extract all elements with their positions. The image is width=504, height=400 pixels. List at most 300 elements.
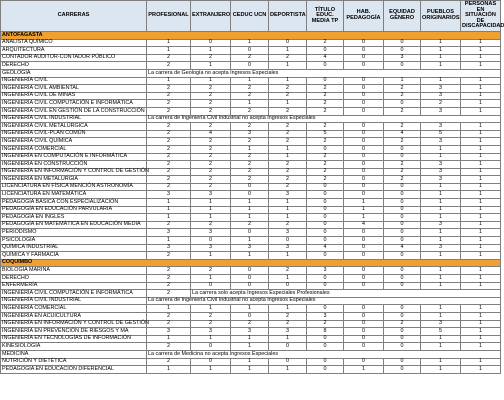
table-cell: 0 xyxy=(344,54,384,62)
career-name: INGENIERÍA COMERCIAL xyxy=(1,145,147,153)
career-name: INGENIERÍA EN PREVENCIÓN DE RIESGOS Y MA xyxy=(1,328,147,336)
table-cell: 1 xyxy=(461,145,501,153)
table-cell: 1 xyxy=(269,77,307,85)
career-name: KINESIOLOGÍA xyxy=(1,343,147,351)
table-cell: 0 xyxy=(231,183,269,191)
table-cell: 1 xyxy=(421,54,461,62)
table-cell: 2 xyxy=(191,183,231,191)
table-row xyxy=(1,153,501,161)
table-cell: 3 xyxy=(147,244,191,252)
table-cell: 2 xyxy=(231,221,269,229)
table-cell: 1 xyxy=(421,153,461,161)
table-cell: 3 xyxy=(421,85,461,93)
table-cell: 1 xyxy=(191,335,231,343)
table-cell: 0 xyxy=(231,229,269,237)
table-cell: 0 xyxy=(344,312,384,320)
career-name: PSICOLOGÍA xyxy=(1,237,147,245)
table-cell: 1 xyxy=(461,221,501,229)
career-name: INGENIERÍA CIVIL QUÍMICA xyxy=(1,138,147,146)
table-cell: 2 xyxy=(147,168,191,176)
table-cell: 1 xyxy=(421,237,461,245)
table-cell: 2 xyxy=(147,107,191,115)
table-cell: 1 xyxy=(147,206,191,214)
table-cell: 2 xyxy=(307,153,344,161)
career-name: INGENIERÍA CIVIL INDUSTRIAL xyxy=(1,297,147,305)
table-cell: 1 xyxy=(269,199,307,207)
table-cell: 0 xyxy=(307,237,344,245)
table-cell: 2 xyxy=(384,92,421,100)
table-cell: 1 xyxy=(421,229,461,237)
table-cell: 1 xyxy=(191,305,231,313)
note-row xyxy=(1,350,501,358)
note-row xyxy=(1,115,501,123)
table-cell: 0 xyxy=(384,343,421,351)
table-row xyxy=(1,366,501,374)
table-cell: 3 xyxy=(269,191,307,199)
table-cell: 0 xyxy=(231,275,269,283)
table-cell: 2 xyxy=(307,138,344,146)
table-cell: 2 xyxy=(307,92,344,100)
table-cell: 0 xyxy=(307,62,344,70)
career-note: La carrera de Medicina no acepta Ingresos Especiales xyxy=(147,350,501,358)
table-cell: 2 xyxy=(231,123,269,131)
table-cell: 1 xyxy=(147,237,191,245)
table-cell: 1 xyxy=(147,199,191,207)
table-cell: 1 xyxy=(421,77,461,85)
table-cell: 2 xyxy=(269,320,307,328)
table-cell: 1 xyxy=(461,130,501,138)
table-cell: 0 xyxy=(344,335,384,343)
table-cell: 1 xyxy=(147,77,191,85)
table-cell: 0 xyxy=(384,221,421,229)
table-cell: 2 xyxy=(384,123,421,131)
table-cell: 0 xyxy=(307,366,344,374)
table-cell: 2 xyxy=(269,107,307,115)
table-cell: 1 xyxy=(461,237,501,245)
table-cell: 0 xyxy=(307,47,344,55)
table-cell: 1 xyxy=(384,77,421,85)
table-cell: 1 xyxy=(344,206,384,214)
table-cell: 2 xyxy=(307,168,344,176)
table-cell: 1 xyxy=(421,282,461,290)
table-cell: 2 xyxy=(147,183,191,191)
table-row xyxy=(1,62,501,70)
table-cell: 2 xyxy=(191,100,231,108)
table-row xyxy=(1,358,501,366)
table-cell: 0 xyxy=(384,335,421,343)
table-cell: 2 xyxy=(147,161,191,169)
table-cell: 3 xyxy=(191,191,231,199)
table-cell: 1 xyxy=(231,366,269,374)
table-cell: 1 xyxy=(421,206,461,214)
career-name: LICENCIATURA EN MATEMÁTICA xyxy=(1,191,147,199)
table-row xyxy=(1,312,501,320)
table-cell: 2 xyxy=(384,85,421,93)
table-cell: 1 xyxy=(147,335,191,343)
table-cell: 2 xyxy=(191,153,231,161)
table-cell: 0 xyxy=(231,191,269,199)
table-cell: 1 xyxy=(191,366,231,374)
table-cell: 2 xyxy=(231,54,269,62)
table-cell: 1 xyxy=(191,275,231,283)
table-cell: 1 xyxy=(461,47,501,55)
career-name: INGENIERÍA CIVIL INDUSTRIAL xyxy=(1,115,147,123)
table-cell: 0 xyxy=(344,107,384,115)
table-cell: 0 xyxy=(384,312,421,320)
table-cell: 0 xyxy=(384,145,421,153)
table-cell: 1 xyxy=(461,229,501,237)
career-name: MEDICINA xyxy=(1,350,147,358)
table-cell: 4 xyxy=(384,244,421,252)
table-cell: 1 xyxy=(269,252,307,260)
table-row xyxy=(1,100,501,108)
table-row xyxy=(1,343,501,351)
table-cell: 1 xyxy=(461,168,501,176)
table-cell: 3 xyxy=(231,130,269,138)
table-cell: 2 xyxy=(269,168,307,176)
career-name: INGENIERÍA EN COMPUTACIÓN E INFORMÁTICA xyxy=(1,153,147,161)
table-cell: 2 xyxy=(269,130,307,138)
career-name: CONTADOR AUDITOR-CONTADOR PÚBLICO xyxy=(1,54,147,62)
column-header: DEPORTISTA xyxy=(269,1,307,32)
table-row xyxy=(1,39,501,47)
table-row xyxy=(1,138,501,146)
table-cell: 3 xyxy=(231,328,269,336)
table-cell: 0 xyxy=(344,176,384,184)
table-cell: 1 xyxy=(421,275,461,283)
table-cell: 2 xyxy=(147,100,191,108)
table-cell: 2 xyxy=(307,123,344,131)
table-cell: 2 xyxy=(191,92,231,100)
career-note: La carrera solo acepta Ingresos Especiales Profesionales xyxy=(191,290,501,298)
table-cell: 1 xyxy=(147,47,191,55)
table-cell: 2 xyxy=(191,176,231,184)
table-cell: 2 xyxy=(191,312,231,320)
table-cell: 1 xyxy=(461,214,501,222)
table-cell: 0 xyxy=(269,358,307,366)
table-cell: 3 xyxy=(421,123,461,131)
table-cell: 0 xyxy=(231,312,269,320)
table-cell: 0 xyxy=(307,358,344,366)
table-cell: 0 xyxy=(344,39,384,47)
table-cell: 2 xyxy=(147,290,191,298)
table-cell: 1 xyxy=(147,39,191,47)
table-row xyxy=(1,92,501,100)
table-cell: 2 xyxy=(384,138,421,146)
table-cell: 4 xyxy=(307,244,344,252)
table-cell: 3 xyxy=(269,229,307,237)
table-cell: 1 xyxy=(461,138,501,146)
table-cell: 1 xyxy=(461,39,501,47)
column-header: CEDUC UCN xyxy=(231,1,269,32)
table-cell: 3 xyxy=(421,320,461,328)
table-cell: 2 xyxy=(147,275,191,283)
table-cell: 2 xyxy=(147,267,191,275)
career-name: INGENIERÍA COMERCIAL xyxy=(1,305,147,313)
table-cell: 1 xyxy=(461,123,501,131)
table-cell: 2 xyxy=(421,100,461,108)
table-cell: 2 xyxy=(191,123,231,131)
table-cell: 2 xyxy=(191,267,231,275)
career-name: INGENIERÍA CIVIL COMPUTACIÓN E INFORMÁTICA xyxy=(1,290,147,298)
table-cell: 2 xyxy=(147,153,191,161)
table-cell: 4 xyxy=(191,130,231,138)
table-cell: 2 xyxy=(191,221,231,229)
table-cell: 1 xyxy=(461,199,501,207)
table-cell: 0 xyxy=(384,47,421,55)
table-cell: 1 xyxy=(269,153,307,161)
table-cell: 2 xyxy=(269,123,307,131)
header-row xyxy=(1,1,501,32)
table-cell: 2 xyxy=(191,54,231,62)
table-cell: 0 xyxy=(344,282,384,290)
table-cell: 0 xyxy=(344,145,384,153)
table-cell: 3 xyxy=(421,161,461,169)
table-cell: 2 xyxy=(269,312,307,320)
table-cell: 0 xyxy=(307,282,344,290)
table-cell: 0 xyxy=(344,183,384,191)
table-cell: 2 xyxy=(384,176,421,184)
table-cell: 0 xyxy=(344,168,384,176)
career-name: PEDAGOGÍA EN INGLÉS xyxy=(1,214,147,222)
table-cell: 2 xyxy=(269,183,307,191)
table-cell: 0 xyxy=(344,85,384,93)
table-cell: 1 xyxy=(231,237,269,245)
table-cell: 2 xyxy=(269,176,307,184)
table-cell: 0 xyxy=(384,252,421,260)
table-cell: 1 xyxy=(269,62,307,70)
section-title: ANTOFAGASTA xyxy=(1,32,501,40)
table-cell: 1 xyxy=(231,77,269,85)
table-cell: 1 xyxy=(191,47,231,55)
table-cell: 0 xyxy=(344,320,384,328)
career-name: PEDAGOGÍA EN EDUCACIÓN DIFERENCIAL xyxy=(1,366,147,374)
table-row xyxy=(1,191,501,199)
table-cell: 1 xyxy=(461,85,501,93)
table-cell: 1 xyxy=(231,252,269,260)
table-cell: 1 xyxy=(461,153,501,161)
table-cell: 2 xyxy=(307,107,344,115)
table-cell: 3 xyxy=(269,244,307,252)
table-cell: 1 xyxy=(269,335,307,343)
table-cell: 1 xyxy=(421,199,461,207)
table-cell: 2 xyxy=(307,176,344,184)
table-cell: 3 xyxy=(421,138,461,146)
table-cell: 4 xyxy=(384,130,421,138)
career-name: INGENIERÍA CIVIL-PLAN COMÚN xyxy=(1,130,147,138)
table-cell: 0 xyxy=(344,237,384,245)
table-cell: 1 xyxy=(269,47,307,55)
table-cell: 1 xyxy=(461,161,501,169)
table-cell: 3 xyxy=(191,244,231,252)
table-row xyxy=(1,244,501,252)
career-note: La carrera de Ingeniería Civil Industrial no acepta Ingresos Especiales xyxy=(147,297,501,305)
table-cell: 1 xyxy=(269,145,307,153)
table-cell: 0 xyxy=(344,92,384,100)
table-cell: 2 xyxy=(307,320,344,328)
table-cell: 1 xyxy=(461,343,501,351)
table-cell: 3 xyxy=(147,191,191,199)
table-cell: 0 xyxy=(344,130,384,138)
table-cell: 0 xyxy=(384,206,421,214)
table-cell: 0 xyxy=(344,275,384,283)
table-cell: 2 xyxy=(231,153,269,161)
table-row xyxy=(1,335,501,343)
table-cell: 3 xyxy=(421,244,461,252)
table-cell: 2 xyxy=(147,252,191,260)
table-cell: 1 xyxy=(191,214,231,222)
table-cell: 3 xyxy=(191,328,231,336)
table-cell: 0 xyxy=(307,199,344,207)
table-cell: 1 xyxy=(231,206,269,214)
table-cell: 2 xyxy=(147,130,191,138)
table-cell: 2 xyxy=(384,320,421,328)
table-cell: 0 xyxy=(344,343,384,351)
table-cell: 0 xyxy=(307,145,344,153)
table-cell: 1 xyxy=(269,100,307,108)
table-cell: 1 xyxy=(231,358,269,366)
table-cell: 2 xyxy=(269,92,307,100)
table-cell: 1 xyxy=(421,252,461,260)
table-cell: 2 xyxy=(231,138,269,146)
table-cell: 0 xyxy=(307,252,344,260)
table-row xyxy=(1,229,501,237)
column-header: TÍTULO EDUC. MEDIA TP xyxy=(307,1,344,32)
table-cell: 0 xyxy=(307,183,344,191)
table-cell: 2 xyxy=(384,161,421,169)
table-cell: 0 xyxy=(344,244,384,252)
table-cell: 0 xyxy=(269,282,307,290)
table-cell: 1 xyxy=(147,214,191,222)
career-name: GEOLOGÍA xyxy=(1,69,147,77)
table-cell: 2 xyxy=(231,161,269,169)
table-row xyxy=(1,183,501,191)
table-cell: 1 xyxy=(461,191,501,199)
career-name: DERECHO xyxy=(1,62,147,70)
table-cell: 2 xyxy=(147,312,191,320)
table-cell: 1 xyxy=(461,282,501,290)
table-cell: 0 xyxy=(344,358,384,366)
table-cell: 0 xyxy=(191,39,231,47)
table-cell: 3 xyxy=(421,168,461,176)
table-cell: 2 xyxy=(147,123,191,131)
table-cell: 1 xyxy=(231,199,269,207)
table-cell: 2 xyxy=(307,100,344,108)
table-cell: 1 xyxy=(191,77,231,85)
table-cell: 3 xyxy=(421,176,461,184)
table-cell: 0 xyxy=(344,62,384,70)
table-cell: 1 xyxy=(461,312,501,320)
table-cell: 1 xyxy=(421,183,461,191)
table-row xyxy=(1,267,501,275)
table-cell: 0 xyxy=(344,252,384,260)
table-cell: 1 xyxy=(269,275,307,283)
table-cell: 1 xyxy=(461,206,501,214)
career-name: INGENIERÍA EN METALURGIA xyxy=(1,176,147,184)
table-cell: 2 xyxy=(147,282,191,290)
career-name: DERECHO xyxy=(1,275,147,283)
table-cell: 1 xyxy=(269,366,307,374)
table-cell: 1 xyxy=(421,358,461,366)
table-body xyxy=(1,32,501,374)
table-cell: 0 xyxy=(231,282,269,290)
table-cell: 1 xyxy=(461,107,501,115)
table-cell: 1 xyxy=(231,214,269,222)
table-cell: 0 xyxy=(384,275,421,283)
table-cell: 2 xyxy=(269,161,307,169)
table-cell: 0 xyxy=(191,282,231,290)
table-row xyxy=(1,221,501,229)
career-name: INGENIERÍA CIVIL COMPUTACIÓN E INFORMÁTICA xyxy=(1,100,147,108)
column-header: EQUIDAD GÉNERO xyxy=(384,1,421,32)
column-header: PROFESIONAL xyxy=(147,1,191,32)
column-header: HAB. PEDAGOGÍA xyxy=(344,1,384,32)
career-name: ARQUITECTURA xyxy=(1,47,147,55)
table-cell: 1 xyxy=(191,62,231,70)
column-header: EXTRANJERO xyxy=(191,1,231,32)
table-cell: 1 xyxy=(461,62,501,70)
table-cell: 1 xyxy=(461,366,501,374)
table-row xyxy=(1,252,501,260)
table-cell: 0 xyxy=(384,267,421,275)
table-cell: 1 xyxy=(191,199,231,207)
table-cell: 5 xyxy=(421,328,461,336)
table-cell: 0 xyxy=(307,77,344,85)
table-cell: 1 xyxy=(461,183,501,191)
table-cell: 1 xyxy=(421,343,461,351)
table-cell: 0 xyxy=(344,305,384,313)
table-cell: 0 xyxy=(307,335,344,343)
table-cell: 1 xyxy=(461,320,501,328)
table-cell: 2 xyxy=(147,176,191,184)
table-row xyxy=(1,320,501,328)
career-name: PEDAGOGÍA BÁSICA CON ESPECIALIZACIÓN xyxy=(1,199,147,207)
table-cell: 0 xyxy=(384,183,421,191)
table-row xyxy=(1,107,501,115)
table-cell: 2 xyxy=(231,176,269,184)
table-cell: 2 xyxy=(191,161,231,169)
table-cell: 0 xyxy=(269,237,307,245)
table-cell: 5 xyxy=(307,130,344,138)
table-cell: 2 xyxy=(231,85,269,93)
table-cell: 3 xyxy=(384,54,421,62)
table-cell: 3 xyxy=(307,312,344,320)
table-cell: 2 xyxy=(231,92,269,100)
career-name: INGENIERÍA EN ACUICULTURA xyxy=(1,312,147,320)
table-cell: 1 xyxy=(231,335,269,343)
table-cell: 1 xyxy=(461,275,501,283)
career-name: INGENIERÍA CIVIL METALÚRGICA xyxy=(1,123,147,131)
table-row xyxy=(1,145,501,153)
table-cell: 1 xyxy=(231,145,269,153)
table-cell: 2 xyxy=(147,145,191,153)
career-name: ENFERMERÍA xyxy=(1,282,147,290)
table-cell: 0 xyxy=(344,161,384,169)
table-cell: 0 xyxy=(191,358,231,366)
section-row xyxy=(1,32,501,40)
table-cell: 0 xyxy=(231,47,269,55)
table-cell: 2 xyxy=(191,320,231,328)
table-cell: 3 xyxy=(191,229,231,237)
table-cell: 1 xyxy=(461,176,501,184)
table-cell: 0 xyxy=(344,153,384,161)
table-row xyxy=(1,85,501,93)
table-cell: 0 xyxy=(384,39,421,47)
table-cell: 1 xyxy=(461,92,501,100)
table-cell: 0 xyxy=(384,305,421,313)
table-cell: 1 xyxy=(461,54,501,62)
table-cell: 1 xyxy=(461,328,501,336)
